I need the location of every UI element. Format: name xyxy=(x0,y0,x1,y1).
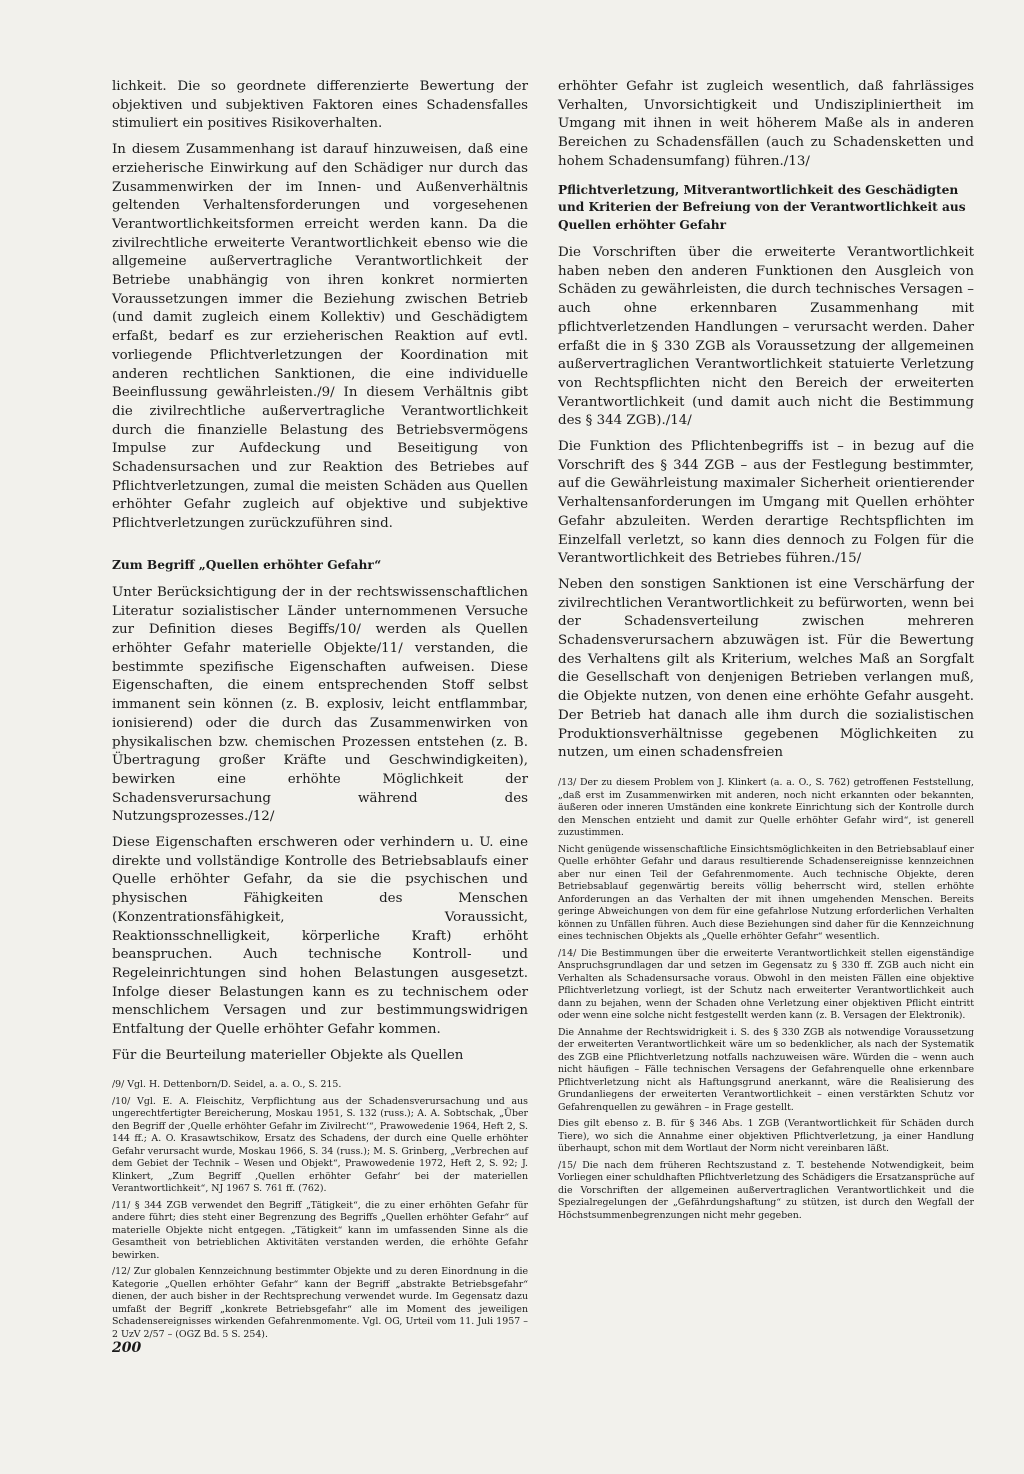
paragraph: Neben den sonstigen Sanktionen ist eine Verschärfung der zivilrechtlichen Verantwortlichkeit zu befürworten, wenn bei der Schadensverteilung zwischen mehreren Schadensverursachern abzuwägen ist. Für die Bewertung des Verhaltens gilt als Kriterium, welches Maß an Sorgfalt die Gesellschaft von denjenigen Betrieben verlangen muß, die Objekte nutzen, von denen eine erhöhte Gefahr ausgeht. Der Betrieb hat danach alle ihm durch die sozialistischen Produktionsverhältnisse gegebenen Möglichkeiten zu nutzen, um einen schadensfreien xyxy=(558,576,974,761)
left-column xyxy=(112,78,528,1345)
right-column xyxy=(558,78,974,1226)
footnotes-right xyxy=(558,777,974,1222)
footnote: /10/ Vgl. E. A. Fleischitz, Verpflichtung aus der Schadensverursachung und aus ungerechtfertigter Bereicherung, Moskau 1951, S. 132 (russ.); A. A. Sobtschak, „Über den Begriff der ‚Quelle erhöhter Gefahr im Zivilrecht‘“, Prawowedenie 1964, Heft 2, S. 144 ff.; A. O. Krasawtschikow, Ersatz des Schadens, der durch eine Quelle erhöhter Gefahr verursacht wurde, Moskau 1966, S. 34 (russ.); M. S. Grinberg, „Verbrechen auf dem Gebiet der Technik – Wesen und Objekt“, Prawowedenie 1972, Heft 2, S. 92; J. Klinkert, „Zum Begriff ‚Quellen erhöhter Gefahr‘ bei der materiellen Verantwortlichkeit“, NJ 1967 S. 761 ff. (762). xyxy=(112,1095,528,1195)
footnote: Dies gilt ebenso z. B. für § 346 Abs. 1 ZGB (Verantwortlichkeit für Schäden durch Tiere), wo sich die Annahme einer objektiven Pflichtverletzung, ja einer Handlung überhaupt, schon mit dem Wortlaut der Norm nicht vereinbaren läßt. xyxy=(558,1118,974,1154)
page-number: 200 xyxy=(112,1340,142,1356)
footnote: /14/ Die Bestimmungen über die erweiterte Verantwortlichkeit stellen eigenständige Anspruchsgrundlagen dar und setzen im Gegensatz zu § 330 ff. ZGB auch nicht ein Verhalten als Schadensursache voraus. Obwohl in den meisten Fällen eine objektive Pflichtverletzung vorliegt, ist der Schutz nach erweiterter Verantwortlichkeit auch dann zu bejahen, wenn der Schaden ohne Verletzung einer objektiven Pflicht eintritt oder wenn eine solche nicht festgestellt werden kann (z. B. Versagen der Elektronik). xyxy=(558,947,974,1021)
paragraph: erhöhter Gefahr ist zugleich wesentlich, daß fahrlässiges Verhalten, Unvorsichtigkeit und Undiszipliniertheit im Umgang mit ihnen in weit höherem Maße als in anderen Bereichen zu Schadensfällen (auch zu Schadensketten und hohem Schadensumfang) führen./13/ xyxy=(558,79,974,169)
footnote: /12/ Zur globalen Kennzeichnung bestimmter Objekte und zu deren Einordnung in die Kategorie „Quellen erhöhter Gefahr“ kann der Begriff „abstrakte Betriebsgefahr“ dienen, der auch bisher in der Rechtsprechung verwendet wurde. Im Gegensatz dazu umfaßt der Begriff „konkrete Betriebsgefahr“ alle im Moment des jeweiligen Schadensereignisses wirkenden Gefahrenmomente. Vgl. OG, Urteil vom 11. Juli 1957 – 2 UzV 2/57 – (OGZ Bd. 5 S. 254). xyxy=(112,1266,528,1340)
footnote: Die Annahme der Rechtswidrigkeit i. S. des § 330 ZGB als notwendige Voraussetzung der erweiterten Verantwortlichkeit wäre um so bedenklicher, als nach der Systematik des ZGB eine Pflichtverletzung notfalls nachzuweisen wäre. Würden die – wenn auch nicht häufigen – Fälle technischen Versagens der Gefahrenquelle ohne erkennbare Pflichtverletzung nicht als Haftungsgrund anerkannt, wäre die Realisierung des Grundanliegens der erweiterten Verantwortlichkeit – einen verstärkten Schutz vor Gefahrenquellen zu gewähren – in Frage gestellt. xyxy=(558,1026,974,1113)
paragraph: Die Vorschriften über die erweiterte Verantwortlichkeit haben neben den anderen Funktionen den Ausgleich von Schäden zu gewährleisten, die durch technisches Versagen – auch ohne erkennbaren Zusammenhang mit pflichtverletzenden Handlungen – verursacht werden. Daher erfaßt die in § 330 ZGB als Voraussetzung der allgemeinen außervertraglichen Verantwortlichkeit statuierte Verletzung von Rechtspflichten nicht den Bereich der erweiterten Verantwortlichkeit (und damit auch nicht die Bestimmung des § 344 ZGB)./14/ xyxy=(558,245,974,429)
footnote: /11/ § 344 ZGB verwendet den Begriff „Tätigkeit“, die zu einer erhöhten Gefahr für andere führt; dies steht einer Begrenzung des Begriffs „Quellen erhöhter Gefahr“ auf materielle Objekte nicht entgegen. „Tätigkeit“ kann im umfassenden Sinne als die Gesamtheit von betrieblichen Aktivitäten verstanden werden, die erhöhte Gefahr bewirken. xyxy=(112,1199,528,1261)
section-heading: Pflichtverletzung, Mitverantwortlichkeit des Geschädigten und Kriterien der Befreiung von der Verantwortlichkeit aus Quellen erhöhter Gefahr xyxy=(558,182,966,232)
footnote: /13/ Der zu diesem Problem von J. Klinkert (a. a. O., S. 762) getroffenen Feststellung, „daß erst im Zusammenwirken mit anderen, noch nicht erkannten oder bekannten, äußeren oder inneren Umständen eine konkrete Einrichtung sich der Kontrolle durch den Menschen entzieht und damit zur Quelle erhöhter Gefahr wird“, ist generell zuzustimmen. xyxy=(558,777,974,838)
paragraph: Die Funktion des Pflichtenbegriffs ist – in bezug auf die Vorschrift des § 344 ZGB – aus der Festlegung bestimmter, auf die Gewährleistung maximaler Sicherheit orientierender Verhaltensanforderungen im Umgang mit Quellen erhöhter Gefahr abzuleiten. Werden derartige Rechtspflichten im Einzelfall verletzt, so kann dies dennoch zu Folgen für die Verantwortlichkeit des Betriebes führen./15/ xyxy=(558,439,974,567)
footnotes-left xyxy=(112,1079,528,1341)
footnote: /15/ Die nach dem früheren Rechtszustand z. T. bestehende Notwendigkeit, beim Vorliegen einer schuldhaften Pflichtverletzung des Schädigers die Ersatzansprüche auf die Vorschriften der allgemeinen außervertraglichen Verantwortlichkeit und die Spezialregelungen der „Gefährdungshaftung“ zu stützen, ist durch den Wegfall der Höchstsummenbegrenzungen nicht mehr gegeben. xyxy=(558,1159,974,1221)
paragraph: Unter Berücksichtigung der in der rechtswissenschaftlichen Literatur sozialistischer Länder unternommenen Versuche zur Definition dieses Begiffs/10/ werden als Quellen erhöhter Gefahr materielle Objekte/11/ verstanden, die bestimmte spezifische Eigenschaften aufweisen. Diese Eigenschaften, die einem entsprechenden Stoff selbst immanent sein können (z. B. explosiv, leicht entflammbar, ionisierend) oder die durch das Zusammenwirken von physikalischen bzw. chemischen Prozessen entstehen (z. B. Übertragung großer Kräfte und Geschwindigkeiten), bewirken eine erhöhte Möglichkeit der Schadensverursachung während des Nutzungsprozesses./12/ xyxy=(112,584,528,825)
footnote: /9/ Vgl. H. Dettenborn/D. Seidel, a. a. O., S. 215. xyxy=(112,1079,342,1091)
footnote: Nicht genügende wissenschaftliche Einsichtsmöglichkeiten in den Betriebsablauf einer Quelle erhöhter Gefahr und daraus resultierende Schadensereignisse kennzeichnen aber nur einen Teil der Gefahrenmomente. Auch technische Objekte, deren Betriebsablauf gegenwärtig bereits völlig beherrscht wird, stellen erhöhte Anforderungen an das Verhalten der mit ihnen umgehenden Menschen. Bereits geringe Abweichungen von dem für eine gefahrlose Nutzung erforderlichen Verhalten können zu Unfällen führen. Auch diese Beziehungen sind daher für die Kennzeichnung eines technischen Objekts als „Quelle erhöhter Gefahr“ wesentlich. xyxy=(558,843,974,942)
paragraph: lichkeit. Die so geordnete differenzierte Bewertung der objektiven und subjektiven Faktoren eines Schadensfalles stimuliert ein positives Risikoverhalten. xyxy=(112,79,528,132)
paragraph: In diesem Zusammenhang ist darauf hinzuweisen, daß eine erzieherische Einwirkung auf den Schädiger nur durch das Zusammenwirken der im Innen- und Außenverhältnis geltenden Verhaltensforderungen und vorgesehenen Verantwortlichkeitsformen erreicht werden kann. Da die zivilrechtliche erweiterte Verantwortlichkeit ebenso wie die allgemeine außervertragliche Verantwortlichkeit der Betriebe unabhängig von ihren konkret normierten Voraussetzungen immer die Beziehung zwischen Betrieb (und damit zugleich einem Kollektiv) und Geschädigtem erfaßt, bedarf es zur erzieherischen Reaktion auf evtl. vorliegende Pflichtverletzungen der Koordination mit anderen rechtlichen Sanktionen, die eine individuelle Beeinflussung gewährleisten./9/ In diesem Verhältnis gibt die zivilrechtliche außervertragliche Verantwortlichkeit durch die finanzielle Belastung des Betriebsvermögens Impulse zur Aufdeckung und Beseitigung von Schadensursachen und zur Reaktion des Betriebes auf Pflichtverletzungen, zumal die meisten Schäden aus Quellen erhöhter Gefahr zugleich auf objektive und subjektive Pflichtverletzungen zurückzuführen sind. xyxy=(112,142,528,532)
paragraph: Diese Eigenschaften erschweren oder verhindern u. U. eine direkte und vollständige Kontrolle des Betriebsablaufs einer Quelle erhöhter Gefahr, da sie die psychischen und physischen Fähigkeiten des Menschen (Konzentrationsfähigkeit, Voraussicht, Reaktionsschnelligkeit, körperliche Kraft) erhöht beanspruchen. Auch technische Kontroll- und Regeleinrichtungen sind hohen Belastungen ausgesetzt. Infolge dieser Belastungen kann es zu technischem oder menschlichem Versagen und zur bestimmungswidrigen Entfaltung der Quelle erhöhter Gefahr kommen. xyxy=(112,835,528,1038)
section-heading: Zum Begriff „Quellen erhöhter Gefahr“ xyxy=(112,557,382,572)
paragraph: Für die Beurteilung materieller Objekte als Quellen xyxy=(112,1047,464,1063)
